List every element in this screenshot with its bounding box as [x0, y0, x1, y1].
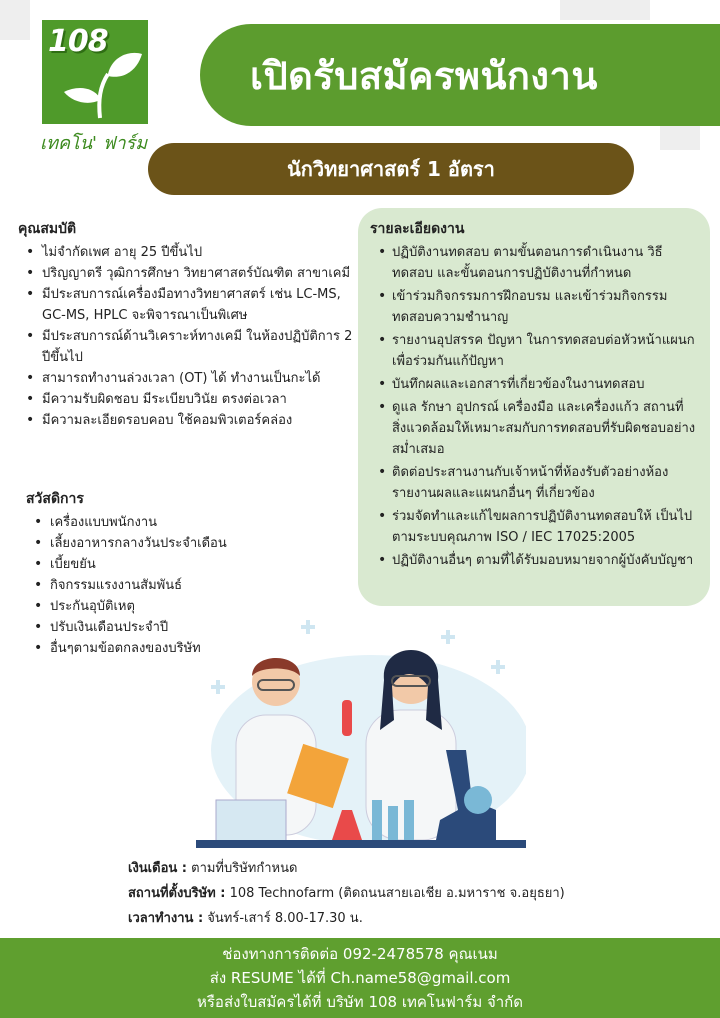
salary-row	[128, 856, 688, 881]
list-item: • เบี้ยขยัน	[26, 554, 326, 575]
contact-phone: ช่องทางการติดต่อ 092-2478578 คุณเนม	[222, 945, 498, 963]
list-item: • อื่นๆตามข้อตกลงของบริษัท	[26, 638, 326, 659]
qualifications-list	[18, 242, 358, 431]
job-details-section	[358, 208, 710, 606]
list-item: • กิจกรรมแรงงานสัมพันธ์	[26, 575, 326, 596]
page-title: เปิดรับสมัครพนักงาน	[250, 53, 598, 98]
list-item: • ประกันอุบัติเหตุ	[26, 596, 326, 617]
list-item: • มีความรับผิดชอบ มีระเบียบวินัย ตรงต่อเวลา	[18, 389, 358, 410]
logo-text: เทคโน' ฟาร์ม	[40, 133, 148, 154]
list-item: • สามารถทำงานล่วงเวลา (OT) ได้ ทำงานเป็นกะได้	[18, 368, 358, 389]
hours-value: จันทร์-เสาร์ 8.00-17.30 น.	[207, 911, 363, 926]
contact-footer	[0, 938, 720, 1018]
job-details-title: รายละเอียดงาน	[370, 221, 465, 237]
company-logo	[42, 20, 148, 124]
position-title: นักวิทยาศาสตร์ 1 อัตรา	[287, 157, 495, 181]
salary-value: ตามที่บริษัทกำหนด	[191, 861, 298, 876]
list-item: • มีความละเอียดรอบคอบ ใช้คอมพิวเตอร์คล่อง	[18, 410, 358, 431]
list-item: • ติดต่อประสานงานกับเจ้าหน้าที่ห้องรับตัวอย่างห้องรายงานผลและแผนกอื่นๆ ที่เกี่ยวข้อง	[370, 462, 698, 504]
list-item: • ดูแล รักษา อุปกรณ์ เครื่องมือ และเครื่องแก้ว สถานที่ สิ่งแวดล้อมให้เหมาะสมกับการทดสอบที่รับผิดชอบอย่างสม่ำเสมอ	[370, 397, 698, 460]
header-banner	[200, 24, 720, 126]
list-item: • เข้าร่วมกิจกรรมการฝึกอบรม และเข้าร่วมกิจกรรมทดสอบความชำนาญ	[370, 286, 698, 328]
location-value: 108 Technofarm (ติดถนนสายเอเชีย อ.มหาราช จ.อยุธยา)	[229, 886, 565, 901]
list-item: • มีประสบการณ์ด้านวิเคราะห์ทางเคมี ในห้องปฏิบัติการ 2 ปีขึ้นไป	[18, 326, 358, 368]
hours-label: เวลาทำงาน :	[128, 911, 204, 926]
salary-label: เงินเดือน :	[128, 861, 187, 876]
location-label: สถานที่ตั้งบริษัท :	[128, 886, 226, 901]
list-item: • มีประสบการณ์เครื่องมือทางวิทยาศาสตร์ เช่น LC-MS, GC-MS, HPLC จะพิจารณาเป็นพิเศษ	[18, 284, 358, 326]
list-item: • ปรับเงินเดือนประจำปี	[26, 617, 326, 638]
list-item: • ไม่จำกัดเพศ อายุ 25 ปีขึ้นไป	[18, 242, 358, 263]
list-item: • ปฏิบัติงานทดสอบ ตามขั้นตอนการดำเนินงาน วิธีทดสอบ และขั้นตอนการปฏิบัติงานที่กำหนด	[370, 242, 698, 284]
list-item: • ร่วมจัดทำและแก้ไขผลการปฏิบัติงานทดสอบให้ เป็นไปตามระบบคุณภาพ ISO / IEC 17025:2005	[370, 506, 698, 548]
hours-row	[128, 906, 688, 931]
job-details-list	[370, 242, 698, 571]
background-decoration	[560, 0, 650, 20]
position-banner	[148, 143, 634, 195]
list-item: • ปริญญาตรี วุฒิการศึกษา วิทยาศาสตร์บัณฑิต สาขาเคมี	[18, 263, 358, 284]
scientists-illustration	[196, 600, 526, 850]
list-item: • เครื่องแบบพนักงาน	[26, 512, 326, 533]
list-item: • ปฏิบัติงานอื่นๆ ตามที่ได้รับมอบหมายจากผู้บังคับบัญชา	[370, 550, 698, 571]
location-row	[128, 881, 688, 906]
list-item: • รายงานอุปสรรค ปัญหา ในการทดสอบต่อหัวหน้าแผนก เพื่อร่วมกันแก้ปัญหา	[370, 330, 698, 372]
qualifications-title: คุณสมบัติ	[18, 221, 77, 237]
benefits-title: สวัสดิการ	[26, 491, 84, 507]
contact-email: ส่ง RESUME ได้ที่ Ch.name58@gmail.com	[209, 969, 511, 987]
qualifications-section	[18, 218, 358, 431]
job-info	[128, 856, 688, 931]
list-item: • บันทึกผลและเอกสารที่เกี่ยวข้องในงานทดสอบ	[370, 374, 698, 395]
logo-number: 108	[48, 24, 108, 59]
background-decoration	[0, 0, 30, 40]
contact-company: หรือส่งใบสมัครได้ที่ บริษัท 108 เทคโนฟาร์ม จำกัด	[196, 993, 524, 1011]
list-item: • เลี้ยงอาหารกลางวันประจำเดือน	[26, 533, 326, 554]
